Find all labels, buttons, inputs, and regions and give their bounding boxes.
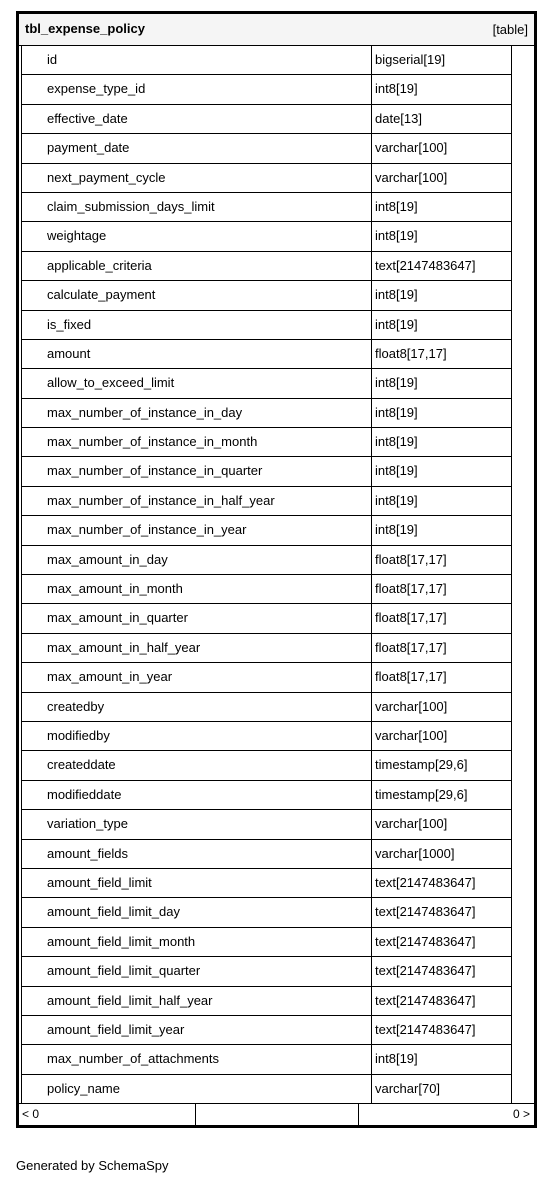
column-type: int8[19]: [372, 222, 512, 251]
column-type: int8[19]: [372, 399, 512, 428]
table-row: [19, 281, 534, 310]
column-type: text[2147483647]: [372, 987, 512, 1016]
column-type: int8[19]: [372, 516, 512, 545]
table-row: [19, 164, 534, 193]
column-type: timestamp[29,6]: [372, 781, 512, 810]
table-row: [19, 957, 534, 986]
column-list: [19, 46, 534, 1104]
table-row: [19, 722, 534, 751]
column-type: varchar[100]: [372, 810, 512, 839]
table-row: [19, 898, 534, 927]
table-row: [19, 575, 534, 604]
table-row: [19, 1016, 534, 1045]
table-row: [19, 457, 534, 486]
column-type: int8[19]: [372, 311, 512, 340]
column-name: expense_type_id: [21, 75, 372, 104]
column-name: max_number_of_instance_in_day: [21, 399, 372, 428]
column-name: amount_field_limit_month: [21, 928, 372, 957]
column-name: amount_fields: [21, 840, 372, 869]
table-row: [19, 693, 534, 722]
table-name: tbl_expense_policy: [25, 21, 145, 36]
column-type: timestamp[29,6]: [372, 751, 512, 780]
generated-by-credit: Generated by SchemaSpy: [16, 1158, 169, 1173]
table-row: [19, 781, 534, 810]
column-name: amount_field_limit_day: [21, 898, 372, 927]
table-row: [19, 634, 534, 663]
table-row: [19, 134, 534, 163]
column-name: allow_to_exceed_limit: [21, 369, 372, 398]
table-entity: [16, 11, 537, 1128]
column-type: bigserial[19]: [372, 46, 512, 75]
column-name: weightage: [21, 222, 372, 251]
column-type: varchar[100]: [372, 164, 512, 193]
table-row: [19, 369, 534, 398]
table-row: [19, 222, 534, 251]
column-name: variation_type: [21, 810, 372, 839]
column-name: next_payment_cycle: [21, 164, 372, 193]
table-row: [19, 105, 534, 134]
table-row: [19, 311, 534, 340]
table-header: [19, 14, 534, 46]
column-name: amount_field_limit_year: [21, 1016, 372, 1045]
column-name: amount_field_limit: [21, 869, 372, 898]
column-type: int8[19]: [372, 281, 512, 310]
table-row: [19, 751, 534, 780]
column-name: max_amount_in_half_year: [21, 634, 372, 663]
table-row: [19, 193, 534, 222]
table-row: [19, 987, 534, 1016]
column-name: max_amount_in_quarter: [21, 604, 372, 633]
column-type: varchar[70]: [372, 1075, 512, 1104]
table-type-label: [table]: [492, 22, 528, 37]
right-strip: [512, 46, 534, 1104]
column-name: max_amount_in_day: [21, 546, 372, 575]
table-row: [19, 487, 534, 516]
column-type: text[2147483647]: [372, 252, 512, 281]
column-name: max_amount_in_month: [21, 575, 372, 604]
column-name: createdby: [21, 693, 372, 722]
table-row: [19, 516, 534, 545]
column-name: modifiedby: [21, 722, 372, 751]
column-type: float8[17,17]: [372, 546, 512, 575]
children-count: 0 >: [512, 1107, 530, 1121]
table-row: [19, 663, 534, 692]
column-type: int8[19]: [372, 193, 512, 222]
column-type: text[2147483647]: [372, 1016, 512, 1045]
column-type: text[2147483647]: [372, 928, 512, 957]
table-row: [19, 546, 534, 575]
column-type: varchar[100]: [372, 693, 512, 722]
column-type: varchar[1000]: [372, 840, 512, 869]
footer-divider: [358, 1104, 359, 1126]
column-name: max_number_of_instance_in_half_year: [21, 487, 372, 516]
table-row: [19, 869, 534, 898]
column-type: float8[17,17]: [372, 604, 512, 633]
column-type: date[13]: [372, 105, 512, 134]
table-row: [19, 810, 534, 839]
column-type: varchar[100]: [372, 134, 512, 163]
column-name: max_number_of_instance_in_quarter: [21, 457, 372, 486]
table-row: [19, 928, 534, 957]
column-name: max_number_of_attachments: [21, 1045, 372, 1074]
column-type: float8[17,17]: [372, 634, 512, 663]
column-name: effective_date: [21, 105, 372, 134]
table-row: [19, 75, 534, 104]
column-type: text[2147483647]: [372, 957, 512, 986]
column-name: amount_field_limit_quarter: [21, 957, 372, 986]
column-name: modifieddate: [21, 781, 372, 810]
column-type: varchar[100]: [372, 722, 512, 751]
table-row: [19, 46, 534, 75]
column-name: calculate_payment: [21, 281, 372, 310]
column-type: int8[19]: [372, 428, 512, 457]
table-row: [19, 1075, 534, 1104]
column-type: text[2147483647]: [372, 869, 512, 898]
table-footer: [19, 1103, 534, 1125]
table-row: [19, 1045, 534, 1074]
column-name: amount_field_limit_half_year: [21, 987, 372, 1016]
footer-divider: [195, 1104, 196, 1126]
column-name: claim_submission_days_limit: [21, 193, 372, 222]
column-name: max_number_of_instance_in_year: [21, 516, 372, 545]
column-type: int8[19]: [372, 487, 512, 516]
column-type: int8[19]: [372, 1045, 512, 1074]
column-type: float8[17,17]: [372, 340, 512, 369]
column-name: max_amount_in_year: [21, 663, 372, 692]
table-row: [19, 340, 534, 369]
column-type: float8[17,17]: [372, 575, 512, 604]
column-name: applicable_criteria: [21, 252, 372, 281]
table-row: [19, 252, 534, 281]
column-type: int8[19]: [372, 457, 512, 486]
column-type: int8[19]: [372, 75, 512, 104]
column-type: float8[17,17]: [372, 663, 512, 692]
column-name: id: [21, 46, 372, 75]
column-name: max_number_of_instance_in_month: [21, 428, 372, 457]
column-type: int8[19]: [372, 369, 512, 398]
column-name: payment_date: [21, 134, 372, 163]
parents-count: < 0: [22, 1107, 40, 1121]
column-name: is_fixed: [21, 311, 372, 340]
column-name: createddate: [21, 751, 372, 780]
table-row: [19, 840, 534, 869]
table-row: [19, 604, 534, 633]
column-type: text[2147483647]: [372, 898, 512, 927]
column-name: amount: [21, 340, 372, 369]
column-name: policy_name: [21, 1075, 372, 1104]
table-row: [19, 428, 534, 457]
table-row: [19, 399, 534, 428]
